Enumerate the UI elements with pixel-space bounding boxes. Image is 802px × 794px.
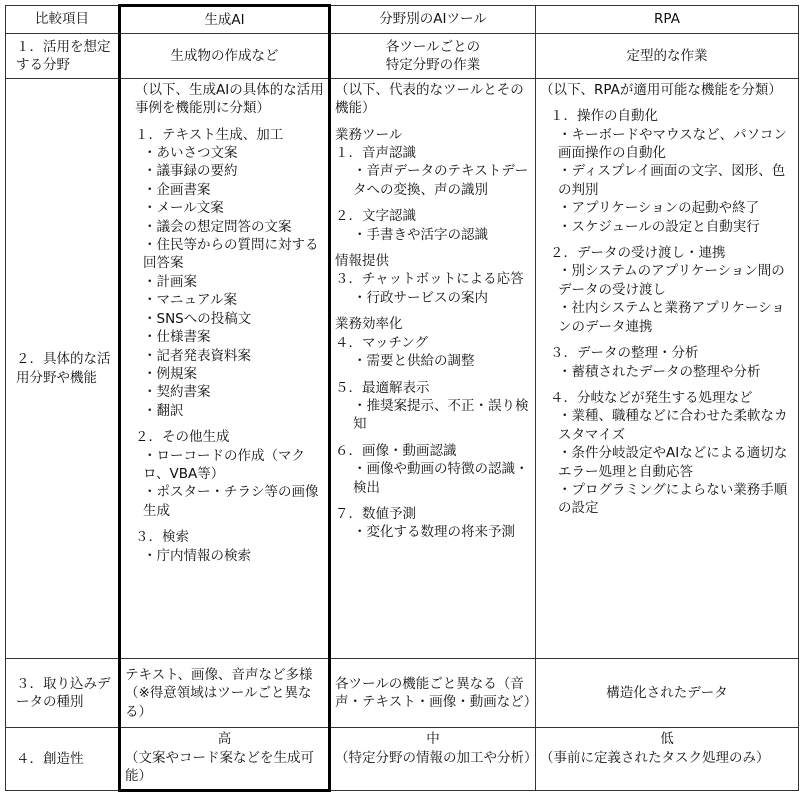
- row2-ai: [120, 78, 330, 659]
- row-creativity: [6, 728, 799, 791]
- header-row: [6, 6, 799, 34]
- list-item: ・推奨案提示、不正・誤り検知: [353, 397, 529, 433]
- list-item: ・音声データのテキストデータへの変換、声の識別: [353, 163, 529, 198]
- row2-rpa-list4: [540, 407, 794, 517]
- row2-ai-h3: ３．検索: [135, 529, 189, 546]
- row2-label: ２．具体的な活用分野や機能: [6, 78, 120, 659]
- list-item: ・ローコードの作成（マクロ、VBA等）: [143, 447, 305, 482]
- row2-ai-list1: [125, 144, 324, 420]
- row4-rpa: [536, 728, 799, 791]
- list-item: ・画像や動画の特徴の認識・検出: [353, 461, 529, 496]
- header-rpa: RPA: [536, 6, 799, 34]
- row-data-types: [6, 659, 799, 728]
- row1-tool-line1: 各ツールごとの: [385, 38, 481, 55]
- list-item: ・キーボードやマウスなど、パソコン画面操作の自動化: [558, 126, 787, 162]
- row2-ai-list3: [125, 547, 324, 565]
- row2-tool-s7: ７．数値予測: [335, 505, 416, 522]
- list-item: ・計画案: [143, 273, 197, 290]
- row4-ai-level: 高: [217, 731, 232, 748]
- row2-rpa: [536, 78, 799, 659]
- row3-rpa: 構造化されたデータ: [536, 659, 799, 728]
- row4-ai: [120, 728, 330, 791]
- list-item: ・記者発表資料案: [143, 347, 251, 364]
- list-item: ・変化する数理の将来予測: [353, 524, 515, 541]
- list-item: ・条件分岐設定やAIなどによる適切なエラー処理と自動応答: [558, 445, 788, 480]
- row2-rpa-list2: [540, 262, 794, 336]
- row2-tool-cat1: 業務ツール: [335, 126, 403, 143]
- row4-label: ４．創造性: [6, 728, 120, 791]
- list-item: ・翻訳: [143, 402, 184, 419]
- row2-tool: [330, 78, 536, 659]
- row4-tool: [330, 728, 536, 791]
- row1-ai: 生成物の作成など: [120, 34, 330, 79]
- list-item: ・アプリケーションの起動や終了: [558, 200, 760, 217]
- list-item: ・仕様書案: [143, 329, 211, 346]
- row3-ai: テキスト、画像、音声など多様（※得意領域はツールごと異なる）: [120, 659, 330, 728]
- row2-tool-cat2: 情報提供: [335, 253, 389, 270]
- list-item: ・議会の想定問答の文案: [143, 218, 292, 235]
- list-item: ・業種、職種などに合わせた柔軟なカスタマイズ: [558, 408, 788, 443]
- row3-tool: 各ツールの機能ごと異なる（音声・テキスト・画像・動画など）: [330, 659, 536, 728]
- list-item: ・議事録の要約: [143, 163, 238, 180]
- list-item: ・行政サービスの案内: [353, 289, 488, 306]
- row-target-field: [6, 34, 799, 79]
- row2-tool-s5: ５．最適解表示: [335, 379, 430, 396]
- row1-tool-line2: 特定分野の作業: [385, 57, 481, 74]
- row3-label: ３．取り込みデータの種別: [6, 659, 120, 728]
- list-item: ・SNSへの投稿文: [143, 310, 252, 327]
- row2-rpa-h2: ２．データの受け渡し・連携: [550, 245, 726, 262]
- list-item: ・マニュアル案: [143, 292, 237, 309]
- list-item: ・需要と供給の調整: [353, 353, 475, 370]
- row2-ai-h1: １．テキスト生成、加工: [135, 126, 284, 143]
- list-item: ・手書きや活字の認識: [353, 226, 488, 243]
- row2-ai-list2: [125, 447, 324, 521]
- list-item: ・あいさつ文案: [143, 145, 238, 162]
- row2-rpa-h3: ３．データの整理・分析: [550, 345, 699, 362]
- row2-tool-s1: １．音声認識: [335, 145, 416, 162]
- list-item: ・ポスター・チラシ等の画像生成: [143, 484, 319, 519]
- row2-tool-intro: （以下、代表的なツールとその機能）: [335, 81, 524, 117]
- row2-ai-intro: （以下、生成AIの具体的な活用事例を機能別に分類）: [135, 81, 324, 117]
- list-item: ・ディスプレイ画面の文字、図形、色の判別: [558, 163, 786, 198]
- row2-rpa-h4: ４．分岐などが発生する処理など: [550, 389, 753, 406]
- header-comparison-item: 比較項目: [6, 6, 120, 34]
- row2-tool-s4: ４．マッチング: [335, 334, 429, 351]
- row2-ai-h2: ２．その他生成: [135, 429, 230, 446]
- row-specific-usage: [6, 78, 799, 659]
- list-item: ・スケジュールの設定と自動実行: [558, 218, 760, 235]
- header-generative-ai: 生成AI: [120, 6, 330, 34]
- list-item: ・メール文案: [143, 200, 224, 217]
- row4-rpa-level: 低: [660, 731, 674, 748]
- list-item: ・蓄積されたデータの整理や分析: [558, 363, 761, 380]
- list-item: ・プログラミングによらない業務手順の設定: [558, 481, 788, 517]
- list-item: ・社内システムと業務アプリケーションのデータ連携: [558, 300, 785, 335]
- row2-tool-cat3: 業務効率化: [335, 316, 403, 333]
- row2-rpa-list1: [540, 126, 794, 236]
- list-item: ・例規案: [143, 365, 197, 382]
- list-item: ・企画書案: [143, 181, 211, 198]
- row2-rpa-list3: [540, 363, 794, 381]
- row4-tool-level: 中: [426, 731, 440, 748]
- row2-rpa-intro: （以下、RPAが適用可能な機能を分類）: [540, 81, 782, 98]
- row1-label: １．活用を想定する分野: [6, 34, 120, 79]
- row2-tool-s3: ３．チャットボットによる応答: [335, 271, 524, 288]
- row4-ai-note: （文案やコード案などを生成可能）: [125, 749, 314, 785]
- row2-tool-s6: ６．画像・動画認識: [335, 442, 457, 459]
- row2-tool-s2: ２．文字認識: [335, 208, 416, 225]
- list-item: ・契約書案: [143, 384, 211, 401]
- row2-rpa-h1: １．操作の自動化: [550, 108, 658, 125]
- list-item: ・別システムのアプリケーション間のデータの受け渡し: [558, 263, 785, 298]
- list-item: ・庁内情報の検索: [143, 547, 251, 564]
- row4-rpa-note: （事前に定義されたタスク処理のみ）: [540, 749, 770, 766]
- row1-rpa: 定型的な作業: [536, 34, 799, 79]
- row4-tool-note: （特定分野の情報の加工や分析）: [335, 749, 538, 766]
- list-item: ・住民等からの質問に対する回答案: [143, 237, 319, 272]
- header-ai-tools: 分野別のAIツール: [330, 6, 536, 34]
- comparison-table: [5, 4, 799, 792]
- row1-tool: [330, 34, 536, 79]
